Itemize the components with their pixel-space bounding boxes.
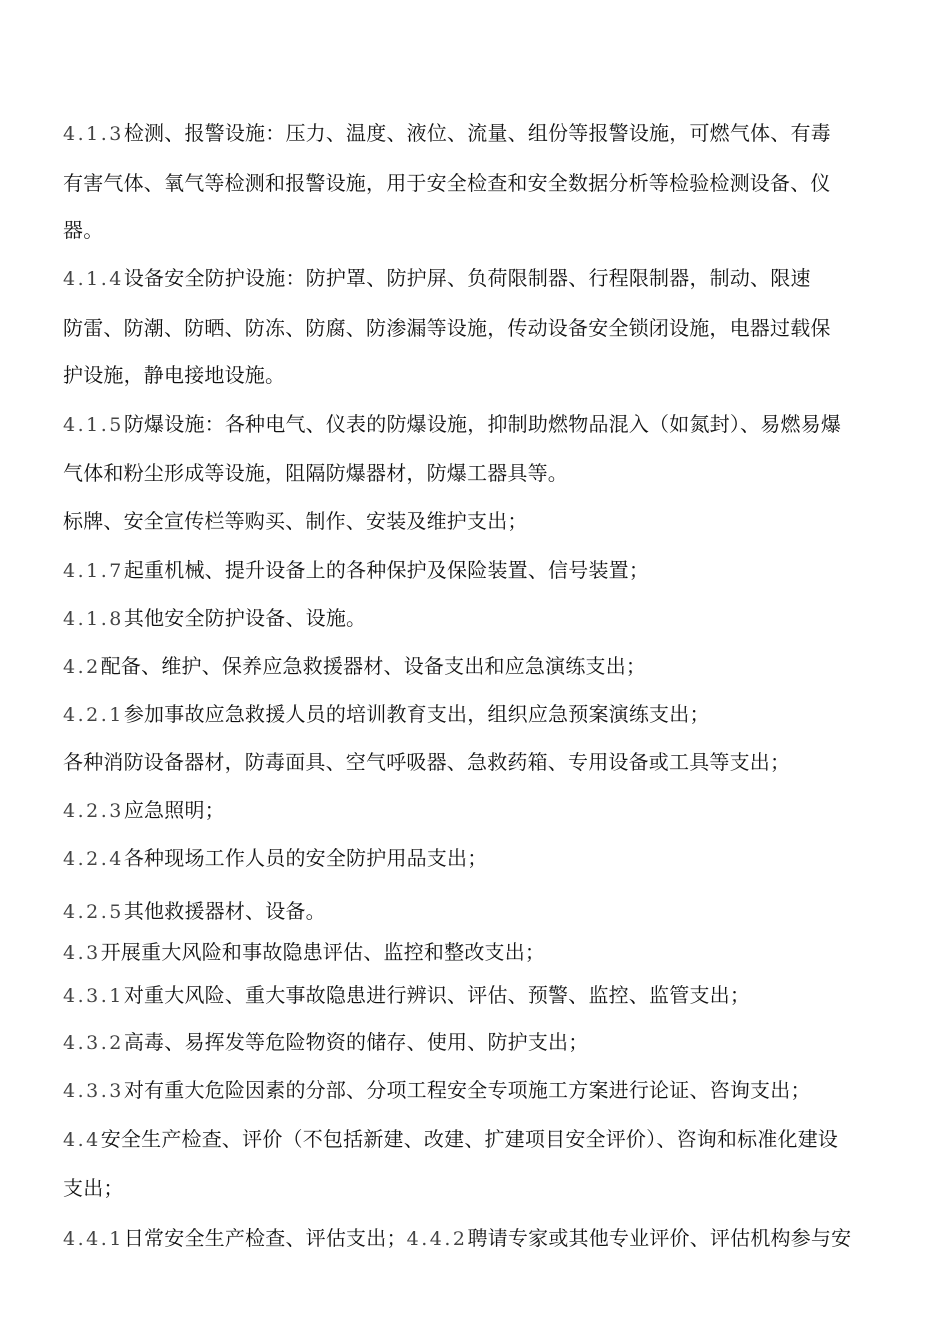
line-text: 配备、维护、保养应急救援器材、设备支出和应急演练支出； (100, 654, 647, 678)
line-text: 参加事故应急救援人员的培训教育支出，组织应急预案演练支出； (123, 702, 710, 726)
line-text: 气体和粉尘形成等设施，阻隔防爆器材，防爆工器具等。 (63, 461, 568, 485)
clause-number: 4.1.7 (63, 560, 124, 582)
line-text: 防雷、防潮、防晒、防冻、防腐、防渗漏等设施，传动设备安全锁闭设施，电器过载保 (63, 316, 831, 340)
paragraph-line (63, 1176, 894, 1201)
paragraph-line (63, 940, 894, 965)
paragraph-line (63, 266, 894, 291)
paragraph-line (63, 461, 894, 486)
line-text: 起重机械、提升设备上的各种保护及保险装置、信号装置； (123, 558, 650, 582)
line-text: 安全生产检查、评价（不包括新建、改建、扩建项目安全评价）、咨询和标准化建设 (100, 1127, 839, 1151)
paragraph-line (63, 558, 894, 583)
clause-number: 4.3 (63, 942, 101, 964)
paragraph-line (63, 1078, 894, 1103)
line-text: 支出； (63, 1176, 124, 1200)
paragraph-line (63, 509, 894, 534)
line-text: 各种现场工作人员的安全防护用品支出； (123, 846, 488, 870)
line-text: 聘请专家或其他专业评价、评估机构参与安 (467, 1226, 852, 1250)
line-text: 有害气体、氧气等检测和报警设施，用于安全检查和安全数据分析等检验检测设备、仪 (63, 171, 831, 195)
line-text: 其他安全防护设备、设施。 (123, 606, 367, 630)
line-text: 日常安全生产检查、评估支出； (123, 1226, 407, 1250)
clause-number: 4.1.3 (63, 123, 124, 145)
clause-number: 4.2.1 (63, 704, 124, 726)
paragraph-line (63, 702, 894, 727)
paragraph-line (63, 1127, 894, 1152)
line-text: 开展重大风险和事故隐患评估、监控和整改支出； (100, 940, 546, 964)
line-text: 应急照明； (123, 798, 225, 822)
paragraph-line (63, 316, 894, 341)
clause-number: 4.3.3 (63, 1080, 124, 1102)
paragraph-line (63, 218, 894, 243)
clause-number: 4.1.5 (63, 414, 124, 436)
line-text: 其他救援器材、设备。 (123, 899, 326, 923)
clause-number: 4.4 (63, 1129, 101, 1151)
clause-number: 4.3.1 (63, 985, 124, 1007)
line-text: 各种消防设备器材，防毒面具、空气呼吸器、急救药箱、专用设备或工具等支出； (63, 750, 791, 774)
clause-number: 4.2.3 (63, 800, 124, 822)
line-text: 对有重大危险因素的分部、分项工程安全专项施工方案进行论证、咨询支出； (123, 1078, 811, 1102)
paragraph-line (63, 750, 894, 775)
line-text: 标牌、安全宣传栏等购买、制作、安装及维护支出； (63, 509, 528, 533)
paragraph-line (63, 654, 894, 679)
paragraph-line (63, 363, 894, 388)
paragraph-line (63, 121, 894, 146)
clause-number: 4.1.8 (63, 608, 124, 630)
paragraph-line (63, 1030, 894, 1055)
clause-number: 4.2.4 (63, 848, 124, 870)
paragraph-line (63, 899, 894, 924)
paragraph-line (63, 983, 894, 1008)
paragraph-line (63, 1226, 894, 1251)
line-text: 器。 (63, 218, 104, 242)
paragraph-line (63, 171, 894, 196)
paragraph-line (63, 846, 894, 871)
clause-number: 4.3.2 (63, 1032, 124, 1054)
paragraph-line (63, 412, 894, 437)
line-text: 护设施，静电接地设施。 (63, 363, 286, 387)
clause-number: 4.4.1 (63, 1228, 124, 1250)
clause-number: 4.2 (63, 656, 101, 678)
paragraph-line (63, 606, 894, 631)
clause-number: 4.1.4 (63, 268, 124, 290)
line-text: 检测、报警设施：压力、温度、液位、流量、组份等报警设施，可燃气体、有毒 (123, 121, 831, 145)
clause-number: 4.4.2 (406, 1228, 468, 1250)
line-text: 防爆设施：各种电气、仪表的防爆设施，抑制助燃物品混入（如氮封）、易燃易爆 (123, 412, 842, 436)
line-text: 对重大风险、重大事故隐患进行辨识、评估、预警、监控、监管支出； (123, 983, 751, 1007)
line-text: 高毒、易挥发等危险物资的储存、使用、防护支出； (123, 1030, 589, 1054)
paragraph-line (63, 798, 894, 823)
line-text: 设备安全防护设施：防护罩、防护屏、负荷限制器、行程限制器，制动、限速 (123, 266, 811, 290)
clause-number: 4.2.5 (63, 901, 124, 923)
